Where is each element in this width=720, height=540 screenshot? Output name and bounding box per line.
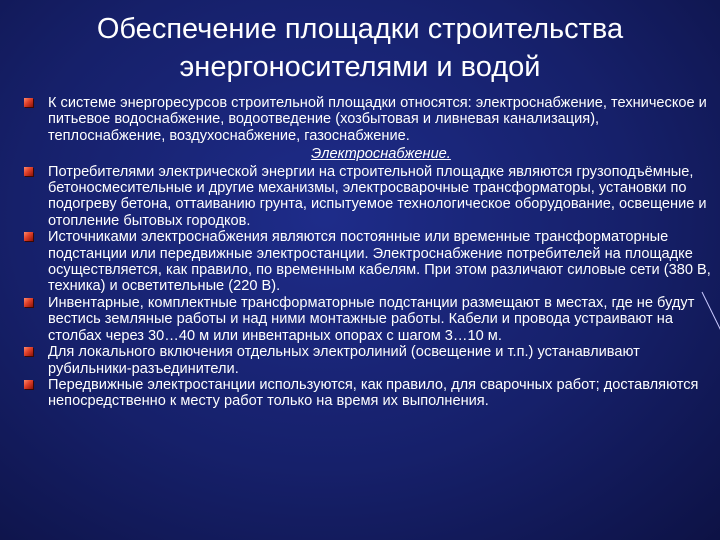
bullet-text: Источниками электроснабжения являются постоянные или временные трансформаторные подстанции или передвижные электростанции. Электроснабжение потребителей на площадке осуществляется, как правило, по временным кабелям. При этом различают силовые сети (380 В, техника) и осветительные (220 В).	[48, 229, 711, 295]
slide-body	[24, 95, 714, 410]
slide-title	[0, 10, 720, 86]
bullet-text: Потребителями электрической энергии на строительной площадке являются грузоподъёмные, бетоносмесительные и другие механизмы, электросварочные трансформаторы, установки по подогреву бетона, оттаиванию грунта, испытуемое технологическое оборудование, освещение и отопление бытовых городков.	[48, 163, 707, 229]
bullet-text: Инвентарные, комплектные трансформаторные подстанции размещают в местах, где не будут вестись земляные работы и над ними монтажные работы. Кабели и провода устраивают на столбах через 30…40 м или инвентарных опорах с шагом 3…10 м.	[48, 294, 695, 344]
square-bullet-icon	[24, 380, 33, 389]
section-heading-electricity: Электроснабжение.	[311, 146, 451, 163]
decorative-line-icon	[700, 290, 720, 350]
bullet-item-energy-resources	[24, 95, 714, 144]
square-bullet-icon	[24, 167, 33, 176]
square-bullet-icon	[24, 98, 33, 107]
bullet-item-mobile-stations	[24, 377, 714, 410]
bullet-item-sources	[24, 229, 714, 295]
square-bullet-icon	[24, 298, 33, 307]
bullet-item-switches	[24, 344, 714, 377]
bullet-text: Передвижные электростанции используются, как правило, для сварочных работ; доставляются непосредственно к месту работ только на время их выполнения.	[48, 376, 699, 410]
slide-title-line-1: Обеспечение площадки строительства	[96, 13, 624, 45]
bullet-text: К системе энергоресурсов строительной площадки относятся: электроснабжение, техническое и питьевое водоснабжение, водоотведение (хозбытовая и ливневая канализация), теплоснабжение, воздухоснабжение, газоснабжение.	[48, 95, 707, 144]
bullet-text: Для локального включения отдельных электролиний (освещение и т.п.) устанавливают рубильники-разъединители.	[48, 344, 640, 377]
square-bullet-icon	[24, 347, 33, 356]
bullet-item-substations	[24, 295, 714, 344]
slide-title-line-2: энергоносителями и водой	[179, 51, 541, 83]
bullet-item-consumers	[24, 164, 714, 230]
square-bullet-icon	[24, 232, 33, 241]
